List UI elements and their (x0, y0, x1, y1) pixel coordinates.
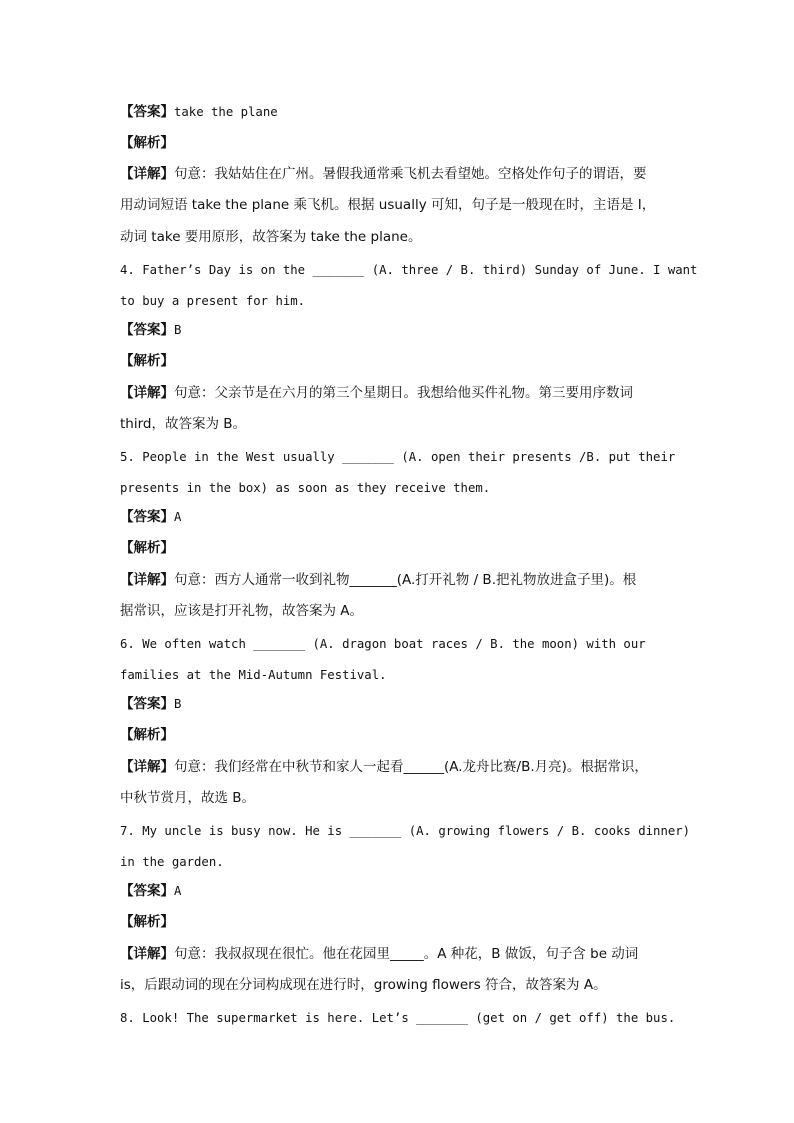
answer-tag: 【答案】 (120, 696, 174, 712)
analysis-tag: 【解析】 (120, 353, 174, 369)
answer-text: B (174, 697, 182, 711)
question-text: presents in the box) as soon as they receive them. (120, 481, 491, 495)
q7-detail-line-1 (120, 942, 638, 967)
q8-question-line-1 (120, 1006, 675, 1031)
q4-detail-line-2 (120, 412, 246, 437)
detail-tag: 【详解】 (120, 572, 174, 588)
answer-text: A (174, 510, 182, 524)
answer-tag: 【答案】 (120, 509, 174, 525)
q4-question-line-1 (120, 258, 697, 283)
answer-tag: 【答案】 (120, 322, 174, 338)
q5-answer-line (120, 505, 181, 530)
answer-tag: 【答案】 (120, 883, 174, 899)
question-text: 5. People in the West usually _______ (A. open their presents /B. put their (120, 450, 676, 464)
detail-text: 动词 take 要用原形，故答案为 take the plane。 (120, 229, 422, 245)
q6-detail-line-2 (120, 786, 255, 811)
q4-analysis-line (120, 349, 174, 374)
question-text: in the garden. (120, 855, 224, 869)
question-text: 7. My uncle is busy now. He is _______ (A. growing flowers / B. cooks dinner) (120, 824, 691, 838)
detail-text: 句意：我叔叔现在很忙。他在花园里_____。A 种花，B 做饭，句子含 be 动词 (174, 946, 639, 962)
answer-tag: 【答案】 (120, 104, 174, 120)
detail-tag: 【详解】 (120, 166, 174, 182)
detail-tag: 【详解】 (120, 759, 174, 775)
answer-text: A (174, 884, 182, 898)
q6-question-line-2 (120, 663, 387, 688)
q4-answer-line (120, 318, 181, 343)
detail-text: 句意：西方人通常一收到礼物_______(A.打开礼物 / B.把礼物放进盒子里)。根 (174, 572, 637, 588)
q5-detail-line-1 (120, 568, 636, 593)
q7-question-line-1 (120, 819, 690, 844)
detail-text: is，后跟动词的现在分词构成现在进行时，growing flowers 符合，故答案为 A。 (120, 977, 607, 993)
q6-answer-line (120, 692, 181, 717)
q7-analysis-line (120, 910, 174, 935)
detail-text: 句意：我姑姑住在广州。暑假我通常乘飞机去看望她。空格处作句子的谓语，要 (174, 166, 647, 182)
q3-detail-line-3 (120, 225, 421, 250)
q4-detail-line-1 (120, 381, 633, 406)
detail-text: 句意：父亲节是在六月的第三个星期日。我想给他买件礼物。第三要用序数词 (174, 385, 633, 401)
analysis-tag: 【解析】 (120, 727, 174, 743)
q7-question-line-2 (120, 850, 224, 875)
answer-text: B (174, 323, 182, 337)
detail-text: 句意：我们经常在中秋节和家人一起看______(A.龙舟比赛/B.月亮)。根据常识， (174, 759, 648, 775)
q6-analysis-line (120, 723, 174, 748)
q6-detail-line-1 (120, 755, 648, 780)
q3-detail-line-2 (120, 193, 655, 218)
q6-question-line-1 (120, 632, 646, 657)
q3-detail-line-1 (120, 162, 647, 187)
q3-answer-line (120, 100, 278, 125)
detail-text: 中秋节赏月，故选 B。 (120, 790, 256, 806)
q3-analysis-line (120, 131, 174, 156)
question-text: families at the Mid-Autumn Festival. (120, 668, 387, 682)
answer-text: take the plane (174, 105, 278, 119)
question-text: to buy a present for him. (120, 294, 306, 308)
analysis-tag: 【解析】 (120, 540, 174, 556)
analysis-tag: 【解析】 (120, 914, 174, 930)
analysis-tag: 【解析】 (120, 135, 174, 151)
detail-text: third，故答案为 B。 (120, 416, 247, 432)
q5-detail-line-2 (120, 599, 363, 624)
detail-text: 据常识，应该是打开礼物，故答案为 A。 (120, 603, 364, 619)
detail-tag: 【详解】 (120, 385, 174, 401)
question-text: 6. We often watch _______ (A. dragon boat races / B. the moon) with our (120, 637, 646, 651)
q7-answer-line (120, 879, 181, 904)
detail-tag: 【详解】 (120, 946, 174, 962)
q5-question-line-2 (120, 476, 490, 501)
q5-analysis-line (120, 536, 174, 561)
question-text: 8. Look! The supermarket is here. Let’s _______ (get on / get off) the bus. (120, 1011, 676, 1025)
q4-question-line-2 (120, 289, 305, 314)
question-text: 4. Father’s Day is on the _______ (A. three / B. third) Sunday of June. I want (120, 263, 698, 277)
detail-text: 用动词短语 take the plane 乘飞机。根据 usually 可知，句子是一般现在时，主语是 I， (120, 197, 656, 213)
q7-detail-line-2 (120, 973, 607, 998)
q5-question-line-1 (120, 445, 675, 470)
